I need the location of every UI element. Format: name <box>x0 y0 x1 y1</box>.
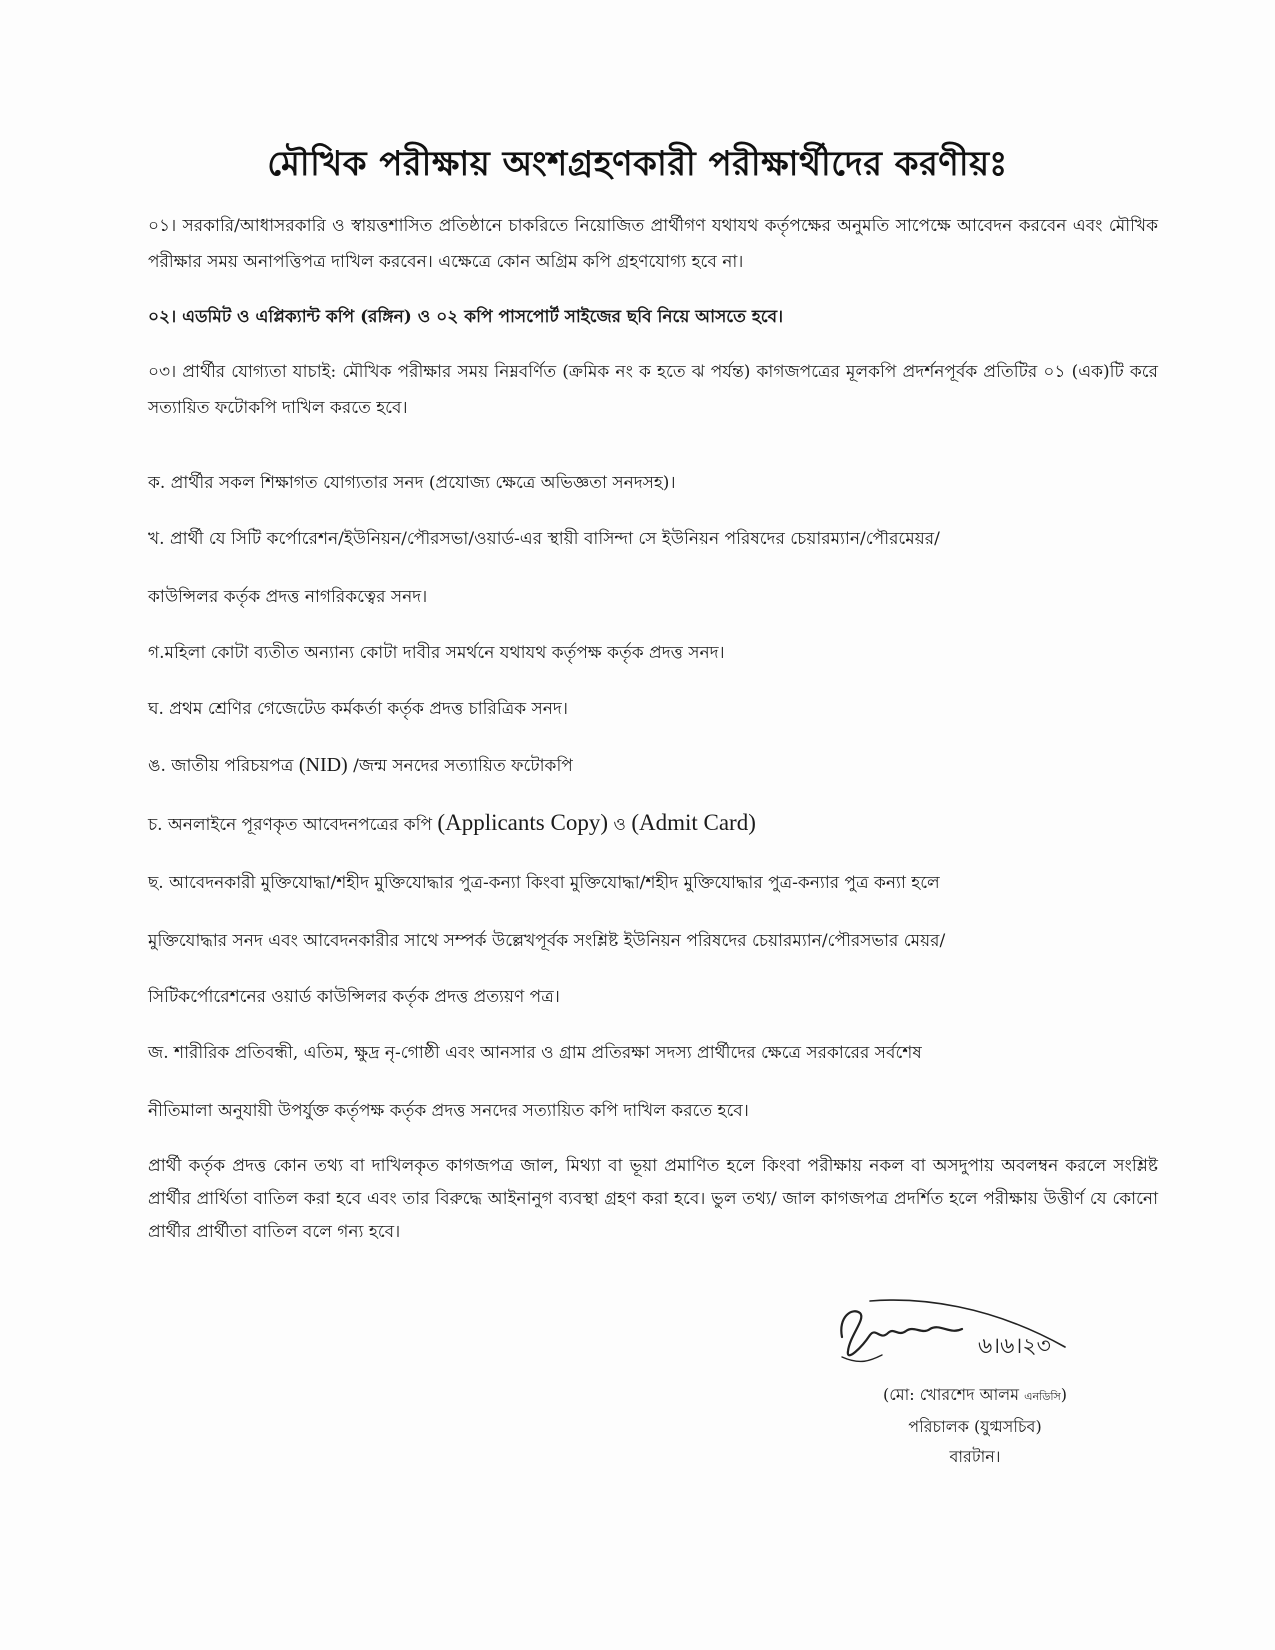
signatory-name-text: (মো: খোরশেদ আলম <box>883 1385 1025 1404</box>
item-kha-line-2: কাউন্সিলর কর্তৃক প্রদত্ত নাগরিকত্বের সনদ। <box>148 587 428 607</box>
signatory-organization: বারটান। <box>949 1447 1001 1466</box>
closing-note: প্রার্থী কর্তৃক প্রদত্ত কোন তথ্য বা দাখিলকৃত কাগজপত্র জাল, মিথ্যা বা ভূয়া প্রমাণিত হলে কিংবা পরীক্ষায় নকল বা অসদুপায় অবলম্বন করলে সংশ্লিষ্ট প্রার্থীর প্রার্থিতা বাতিল করা হবে এবং তার বিরুদ্ধে আইনানুগ ব্যবস্থা গ্রহণ করা হবে। ভুল তথ্য/ জাল কাগজপত্র প্রদর্শিত হলে পরীক্ষায় উত্তীর্ণ যে কোনো প্রার্থীর প্রার্থীতা বাতিল বলে গন্য হবে। <box>148 1156 1158 1242</box>
item-cha-admit-card: (Admit Card) <box>631 810 756 835</box>
item-03: ০৩। প্রার্থীর যোগ্যতা যাচাই: মৌখিক পরীক্ষার সময় নিম্নবর্ণিত (ক্রমিক নং ক হতে ঝ পর্যন্ত) কাগজপত্রের মূলকপি প্রদর্শনপূর্বক প্রতিটির ০১ (এক)টি করে সত্যায়িত ফটোকপি দাখিল করতে হবে। <box>148 362 1158 418</box>
item-cha-applicants-copy: (Applicants Copy) <box>437 810 608 835</box>
signatory-title-ndc: এনডিসি <box>1024 1390 1061 1403</box>
item-uma-text-end: /জন্ম সনদের সত্যায়িত ফটোকপি <box>347 756 573 776</box>
handwritten-signature <box>830 1295 1100 1375</box>
item-ja-line-2: নীতিমালা অনুযায়ী উপর্যুক্ত কর্তৃপক্ষ কর্তৃক প্রদত্ত সনদের সত্যায়িত কপি দাখিল করতে হবে। <box>148 1101 749 1121</box>
item-cha-text: চ. অনলাইনে পূরণকৃত আবেদনপত্রের কপি <box>148 815 438 835</box>
item-uma-text: ঙ. জাতীয় পরিচয়পত্র <box>148 756 299 776</box>
page-title: মৌখিক পরীক্ষায় অংশগ্রহণকারী পরীক্ষার্থীদের করণীয়ঃ <box>267 144 1008 184</box>
item-chha-line-3: সিটিকর্পোরেশনের ওয়ার্ড কাউন্সিলর কর্তৃক প্রদত্ত প্রত্যয়ণ পত্র। <box>148 987 560 1007</box>
item-ga: গ.মহিলা কোটা ব্যতীত অন্যান্য কোটা দাবীর সমর্থনে যথাযথ কর্তৃপক্ষ কর্তৃক প্রদত্ত সনদ। <box>148 643 725 663</box>
signatory-block <box>830 1380 1120 1472</box>
signatory-name <box>830 1380 1120 1412</box>
item-chha-line-1: ছ. আবেদনকারী মুক্তিযোদ্ধা/শহীদ মুক্তিযোদ্ধার পুত্র-কন্যা কিংবা মুক্তিযোদ্ধা/শহীদ মুক্তিযোদ্ধার পুত্র-কন্যার পুত্র কন্যা হলে <box>148 873 940 893</box>
signatory-designation: পরিচালক (যুগ্মসচিব) <box>908 1417 1042 1436</box>
item-ka: ক. প্রার্থীর সকল শিক্ষাগত যোগ্যতার সনদ (প্রযোজ্য ক্ষেত্রে অভিজ্ঞতা সনদসহ)। <box>148 473 676 493</box>
signatory-name-close: ) <box>1060 1385 1067 1404</box>
item-01: ০১। সরকারি/আধাসরকারি ও স্বায়ত্তশাসিত প্রতিষ্ঠানে চাকরিতে নিয়োজিত প্রার্থীগণ যথাযথ কর্তৃপক্ষের অনুমতি সাপেক্ষে আবেদন করবেন এবং মৌখিক পরীক্ষার সময় অনাপত্তিপত্র দাখিল করবেন। এক্ষেত্রে কোন অগ্রিম কপি গ্রহণযোগ্য হবে না। <box>148 216 1158 272</box>
item-uma-nid: (NID) <box>298 754 348 776</box>
item-uma <box>148 752 1158 779</box>
item-02: ০২। এডমিট ও এপ্লিক্যান্ট কপি (রঙ্গিন) ও ০২ কপি পাসপোর্ট সাইজের ছবি নিয়ে আসতে হবে। <box>148 307 784 327</box>
item-cha <box>148 810 1158 838</box>
item-cha-and: ও <box>607 815 632 835</box>
item-chha-line-2: মুক্তিযোদ্ধার সনদ এবং আবেদনকারীর সাথে সম্পর্ক উল্লেখপূর্বক সংশ্লিষ্ট ইউনিয়ন পরিষদের চেয়ারম্যান/পৌরসভার মেয়র/ <box>148 931 946 951</box>
item-kha-line-1: খ. প্রার্থী যে সিটি কর্পোরেশন/ইউনিয়ন/পৌরসভা/ওয়ার্ড-এর স্থায়ী বাসিন্দা সে ইউনিয়ন পরিষদের চেয়ারম্যান/পৌরমেয়র/ <box>148 529 940 549</box>
item-gha: ঘ. প্রথম শ্রেণির গেজেটেড কর্মকর্তা কর্তৃক প্রদত্ত চারিত্রিক সনদ। <box>148 699 568 719</box>
item-ja-line-1: জ. শারীরিক প্রতিবন্ধী, এতিম, ক্ষুদ্র নৃ-গোষ্ঠী এবং আনসার ও গ্রাম প্রতিরক্ষা সদস্য প্রার্থীদের ক্ষেত্রে সরকারের সর্বশেষ <box>148 1043 922 1063</box>
signature-date: ৬।৬।২৩ <box>978 1334 1051 1359</box>
